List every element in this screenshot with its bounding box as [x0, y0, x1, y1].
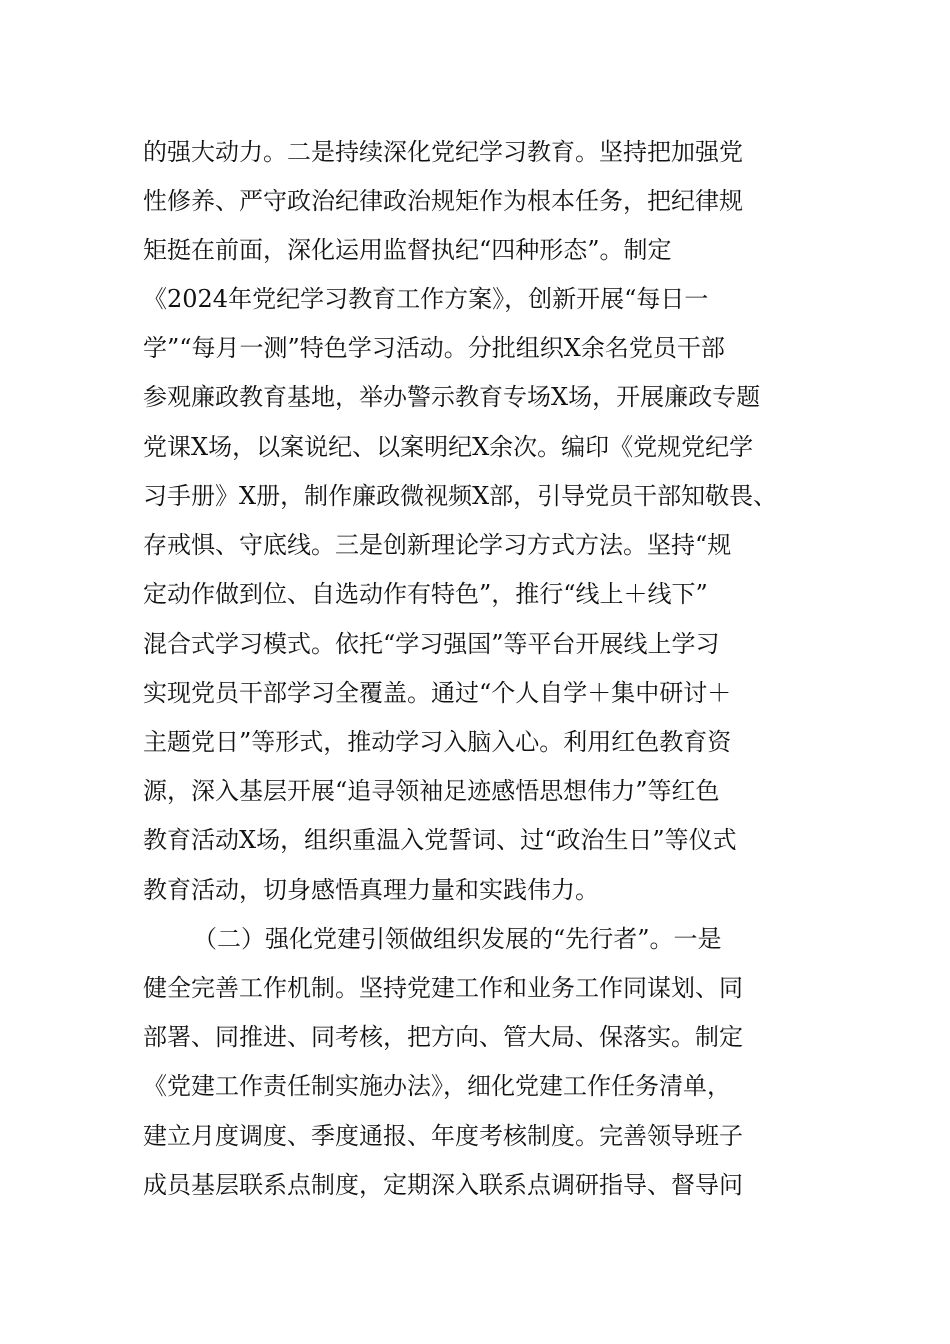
text-line: 教育活动，切身感悟真理力量和实践伟力。 — [143, 876, 599, 904]
text-line: 的强大动力。二是持续深化党纪学习教育。坚持把加强党 — [143, 138, 743, 166]
text-line: 成员基层联系点制度，定期深入联系点调研指导、督导问 — [143, 1171, 743, 1199]
text-line: 实现党员干部学习全覆盖。通过“个人自学＋集中研讨＋ — [143, 679, 732, 707]
text-line: 部署、同推进、同考核，把方向、管大局、保落实。制定 — [143, 1023, 743, 1051]
text-line: 《2024年党纪学习教育工作方案》，创新开展“每日一 — [143, 285, 709, 313]
text-line: 党课X场，以案说纪、以案明纪X余次。编印《党规党纪学 — [143, 433, 754, 461]
text-line: 《党建工作责任制实施办法》，细化党建工作任务清单， — [143, 1072, 731, 1100]
text-line: 健全完善工作机制。坚持党建工作和业务工作同谋划、同 — [143, 974, 743, 1002]
text-line: 定动作做到位、自选动作有特色”，推行“线上＋线下” — [143, 580, 708, 608]
text-line: 参观廉政教育基地，举办警示教育专场X场，开展廉政专题 — [143, 383, 761, 411]
text-line: 教育活动X场，组织重温入党誓词、过“政治生日”等仪式 — [143, 826, 737, 854]
text-line: 源，深入基层开展“追寻领袖足迹感悟思想伟力”等红色 — [143, 777, 720, 805]
text-line: 学”“每月一测”特色学习活动。分批组织X余名党员干部 — [143, 334, 725, 362]
text-line: 建立月度调度、季度通报、年度考核制度。完善领导班子 — [143, 1122, 743, 1150]
text-line: 主题党日”等形式，推动学习入脑入心。利用红色教育资 — [143, 728, 732, 756]
text-line: 混合式学习模式。依托“学习强国”等平台开展线上学习 — [143, 630, 720, 658]
text-line: 习手册》X册，制作廉政微视频X部，引导党员干部知敬畏、 — [143, 482, 778, 510]
text-line: 存戒惧、守底线。三是创新理论学习方式方法。坚持“规 — [143, 531, 732, 559]
section-heading-line: （二）强化党建引领做组织发展的“先行者”。一是 — [193, 925, 722, 953]
text-line: 性修养、严守政治纪律政治规矩作为根本任务，把纪律规 — [143, 187, 743, 215]
text-line: 矩挺在前面，深化运用监督执纪“四种形态”。制定 — [143, 236, 672, 264]
